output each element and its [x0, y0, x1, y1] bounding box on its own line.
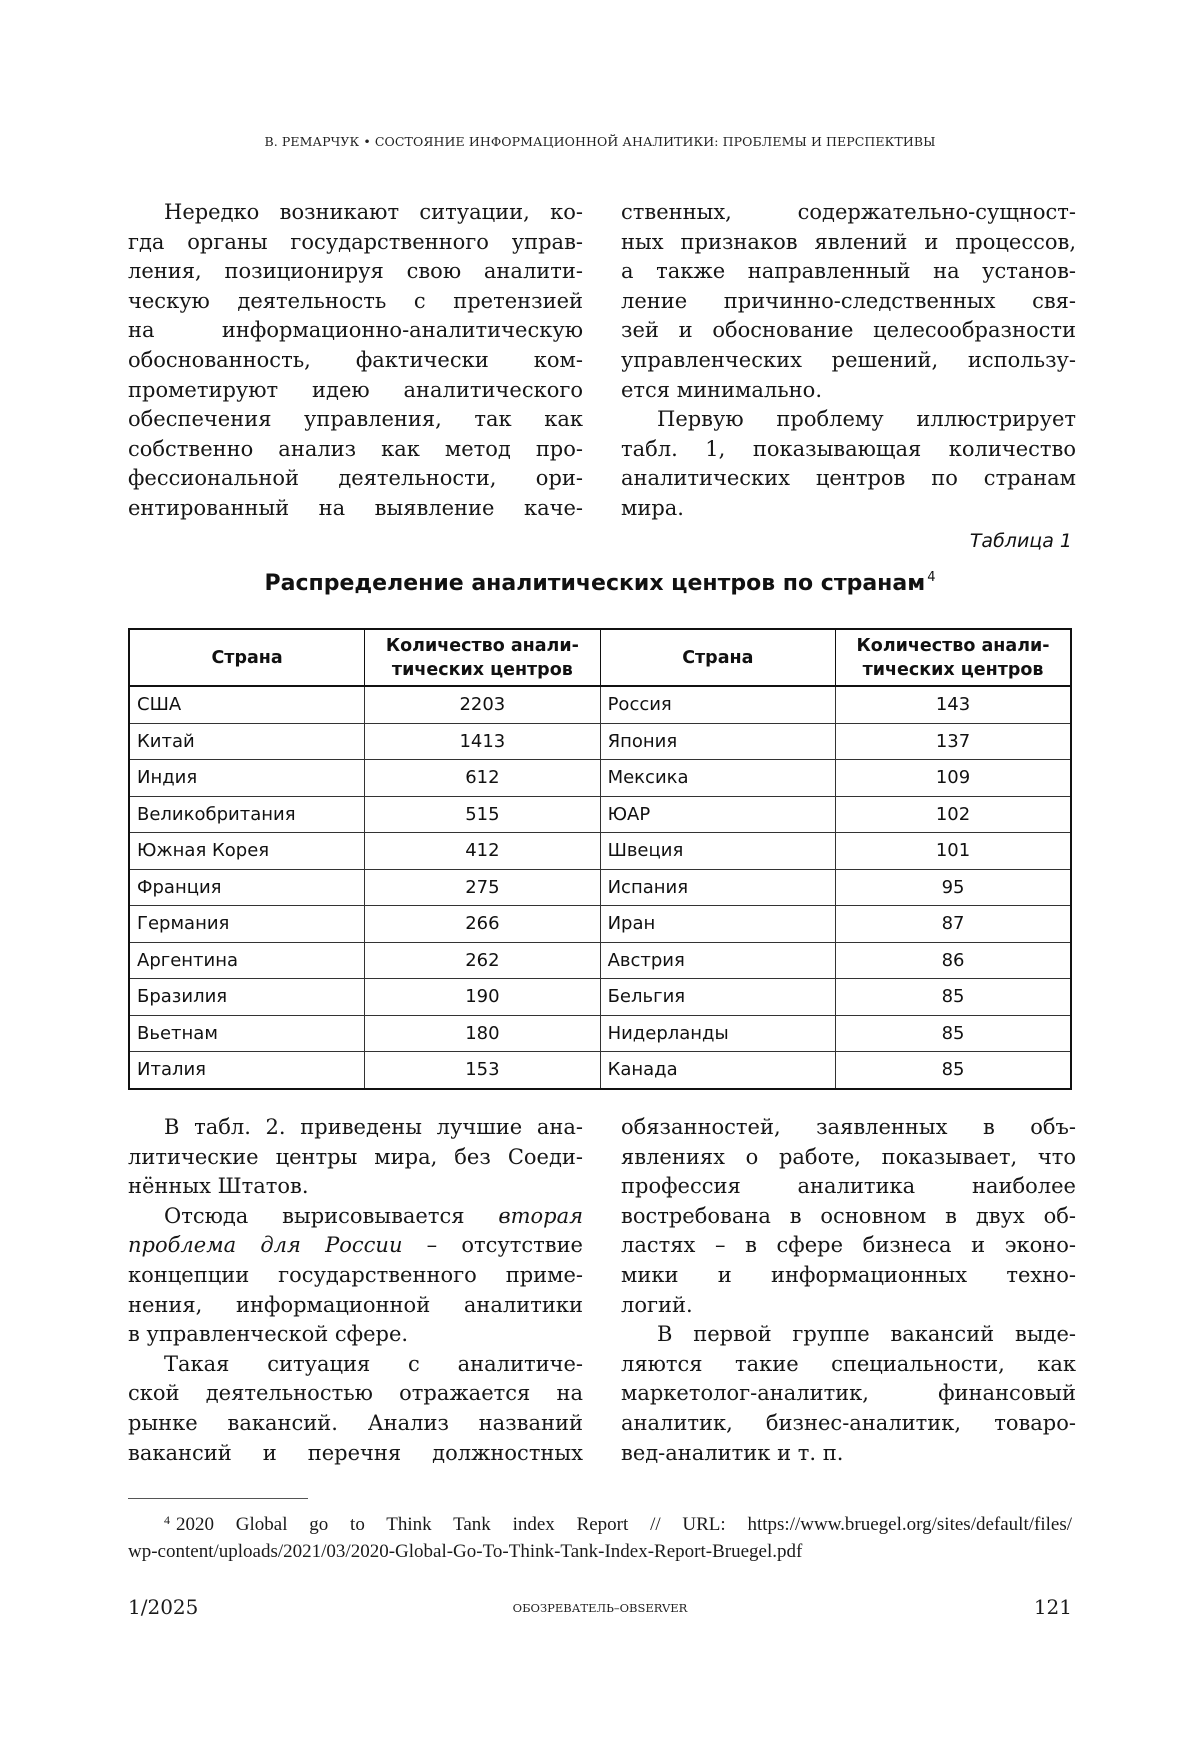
text-line [621, 198, 1076, 228]
emphasis: проблема для России [128, 1233, 403, 1258]
text-line-content: прометируют идею аналитического [128, 377, 583, 402]
table-row [129, 760, 1071, 797]
count-cell: 137 [836, 723, 1071, 760]
text-line-content: Отсюда вырисовывается [164, 1203, 499, 1228]
issue-number: 1/2025 [128, 1595, 199, 1619]
text-line-content: логий. [621, 1292, 693, 1317]
text-line-content: вед-аналитик и т. п. [621, 1440, 844, 1465]
count-cell: 85 [836, 1052, 1071, 1089]
text-line [128, 1320, 583, 1350]
country-cell: Нидерланды [600, 1015, 835, 1052]
text-line [128, 287, 583, 317]
count-cell: 612 [365, 760, 600, 797]
text-line [621, 346, 1076, 376]
text-line [621, 1291, 1076, 1321]
text-line-content: собственно анализ как метод про- [128, 436, 583, 461]
text-line [128, 257, 583, 287]
text-line [621, 228, 1076, 258]
text-line-content: ется минимально. [621, 377, 822, 402]
text-line-content: зей и обоснование целесообразности [621, 318, 1076, 343]
country-cell: США [129, 686, 365, 723]
footnote-divider [128, 1498, 308, 1499]
footnote-text-1[interactable]: 2020 Global go to Think Tank index Report // URL: https://www.bruegel.org/sites/default/files/ [176, 1514, 1072, 1535]
table-row [129, 979, 1071, 1016]
text-line [128, 228, 583, 258]
country-cell: Южная Корея [129, 833, 365, 870]
country-cell: Швеция [600, 833, 835, 870]
country-cell: Канада [600, 1052, 835, 1089]
footnote-line-2[interactable]: wp-content/uploads/2021/03/2020-Global-Go-To-Think-Tank-Index-Report-Bruegel.pdf [128, 1541, 803, 1562]
journal-name: ОБОЗРЕВАТЕЛЬ–OBSERVER [512, 1601, 688, 1615]
country-cell: Германия [129, 906, 365, 943]
text-line-content: мики и информационных техно- [621, 1262, 1076, 1287]
table-row [129, 906, 1071, 943]
text-line-content: Нередко возникают ситуации, ко- [164, 200, 583, 224]
text-line [621, 257, 1076, 287]
text-line [128, 1291, 583, 1321]
top-left-column [128, 198, 583, 524]
bottom-left-column [128, 1113, 583, 1468]
text-line-content: аналитик, бизнес-аналитик, товаро- [621, 1410, 1076, 1435]
text-line [621, 1202, 1076, 1232]
country-cell: Австрия [600, 942, 835, 979]
count-cell: 85 [836, 1015, 1071, 1052]
count-cell: 87 [836, 906, 1071, 943]
text-line [621, 1439, 1076, 1469]
text-line-content: рынке вакансий. Анализ названий [128, 1410, 583, 1435]
page-number: 121 [1033, 1595, 1072, 1619]
text-line [128, 346, 583, 376]
country-cell: Бельгия [600, 979, 835, 1016]
country-cell: Россия [600, 686, 835, 723]
text-line-content: В первой группе вакансий выде- [657, 1322, 1076, 1347]
count-cell: 262 [365, 942, 600, 979]
count-cell: 143 [836, 686, 1071, 723]
text-line [128, 464, 583, 494]
table-row [129, 833, 1071, 870]
table-label: Таблица 1 [969, 530, 1072, 552]
country-cell: Мексика [600, 760, 835, 797]
text-line-content: маркетолог-аналитик, финансовый [621, 1381, 1076, 1406]
text-line-content: на информационно-аналитическую [128, 318, 583, 343]
text-line-content: Первую проблему иллюстрирует [657, 407, 1076, 432]
country-cell: Бразилия [129, 979, 365, 1016]
text-line [128, 1439, 583, 1469]
country-cell: Япония [600, 723, 835, 760]
text-line [128, 1350, 583, 1380]
table-row [129, 686, 1071, 723]
text-line [128, 1409, 583, 1439]
bottom-right-column [621, 1113, 1076, 1468]
count-cell: 190 [365, 979, 600, 1016]
text-line-content: обеспечения управления, так как [128, 407, 583, 432]
text-line-content: обязанностей, заявленных в объ- [621, 1115, 1076, 1139]
table-row [129, 1052, 1071, 1089]
text-line [128, 1379, 583, 1409]
running-head: В. РЕМАРЧУК • СОСТОЯНИЕ ИНФОРМАЦИОННОЙ АНАЛИТИКИ: ПРОБЛЕМЫ И ПЕРСПЕКТИВЫ [264, 134, 936, 149]
text-line-content: в управленческой сфере. [128, 1322, 409, 1347]
text-line-content: обоснованность, фактически ком- [128, 347, 583, 372]
country-cell: Иран [600, 906, 835, 943]
text-line-content: востребована в основном в двух об- [621, 1203, 1076, 1228]
count-cell: 515 [365, 796, 600, 833]
text-line-content: ческую деятельность с претензией [128, 288, 583, 313]
text-line-content: литические центры мира, без Соеди- [128, 1144, 583, 1169]
emphasis: вторая [498, 1203, 583, 1228]
count-cell: 109 [836, 760, 1071, 797]
text-line [621, 494, 1076, 524]
text-line [621, 1350, 1076, 1380]
text-line [621, 1320, 1076, 1350]
text-line-content: нённых Штатов. [128, 1174, 309, 1199]
country-cell: Вьетнам [129, 1015, 365, 1052]
table-header-row [129, 629, 1071, 686]
text-line-content: нения, информационной аналитики [128, 1292, 583, 1317]
text-line [621, 1409, 1076, 1439]
footnote-line-1 [128, 1507, 1072, 1538]
text-line [621, 376, 1076, 406]
table-row [129, 942, 1071, 979]
text-line-content: ления, позиционируя свою аналити- [128, 259, 583, 284]
text-line [128, 376, 583, 406]
text-line [128, 198, 583, 228]
think-tank-table [128, 628, 1072, 1090]
text-line-content: профессия аналитика наиболее [621, 1174, 1076, 1199]
table-row [129, 1015, 1071, 1052]
text-line-content: табл. 1, показывающая количество [621, 436, 1076, 461]
table-title-text: Распределение аналитических центров по странам [264, 571, 926, 596]
text-line [128, 494, 583, 524]
text-line [621, 1113, 1076, 1143]
header-count-2: Количество анали-тических центров [836, 629, 1071, 686]
header-country-2: Страна [600, 629, 835, 686]
count-cell: 1413 [365, 723, 600, 760]
text-line-content: аналитических центров по странам [621, 466, 1076, 491]
header-count-1: Количество анали-тических центров [365, 629, 600, 686]
footnote-number: 4 [164, 1513, 170, 1527]
text-line [621, 316, 1076, 346]
count-cell: 275 [365, 869, 600, 906]
count-cell: 180 [365, 1015, 600, 1052]
text-line-content: фессиональной деятельности, ори- [128, 466, 583, 491]
table-row [129, 796, 1071, 833]
text-line-content: ской деятельностью отражается на [128, 1381, 583, 1406]
header-country-1: Страна [129, 629, 365, 686]
text-line [621, 1143, 1076, 1173]
text-line [621, 287, 1076, 317]
country-cell: Италия [129, 1052, 365, 1089]
text-line [128, 1231, 583, 1261]
text-line [621, 1261, 1076, 1291]
text-line [128, 435, 583, 465]
count-cell: 153 [365, 1052, 600, 1089]
text-line-content: вакансий и перечня должностных [128, 1440, 583, 1465]
country-cell: ЮАР [600, 796, 835, 833]
text-line [128, 1113, 583, 1143]
count-cell: 95 [836, 869, 1071, 906]
text-line [621, 464, 1076, 494]
text-line-content: мира. [621, 495, 684, 520]
text-line [621, 1172, 1076, 1202]
count-cell: 86 [836, 942, 1071, 979]
count-cell: 2203 [365, 686, 600, 723]
count-cell: 412 [365, 833, 600, 870]
text-line [621, 1231, 1076, 1261]
top-right-column [621, 198, 1076, 524]
count-cell: 266 [365, 906, 600, 943]
footnote [128, 1507, 1072, 1565]
count-cell: 85 [836, 979, 1071, 1016]
text-line-content: управленческих решений, использу- [621, 347, 1076, 372]
text-line [128, 405, 583, 435]
text-line [128, 1172, 583, 1202]
count-cell: 101 [836, 833, 1071, 870]
country-cell: Индия [129, 760, 365, 797]
count-cell: 102 [836, 796, 1071, 833]
text-line-content: ластях – в сфере бизнеса и эконо- [621, 1233, 1076, 1258]
table-title [0, 570, 1200, 596]
text-line-content: гда органы государственного управ- [128, 229, 583, 254]
text-line [128, 1202, 583, 1232]
country-cell: Китай [129, 723, 365, 760]
country-cell: Испания [600, 869, 835, 906]
text-line [621, 435, 1076, 465]
text-line-content: явлениях о работе, показывает, что [621, 1144, 1076, 1169]
country-cell: Аргентина [129, 942, 365, 979]
text-line-content: а также направленный на установ- [621, 259, 1076, 284]
text-line [128, 1261, 583, 1291]
text-line [621, 405, 1076, 435]
text-line-content: ление причинно-следственных свя- [621, 288, 1076, 313]
table-row [129, 723, 1071, 760]
text-line-content: Такая ситуация с аналитиче- [164, 1351, 583, 1376]
country-cell: Великобритания [129, 796, 365, 833]
text-line-content: ных признаков явлений и процессов, [621, 229, 1076, 254]
text-line-content: концепции государственного приме- [128, 1262, 583, 1287]
table-row [129, 869, 1071, 906]
country-cell: Франция [129, 869, 365, 906]
text-line [128, 1143, 583, 1173]
text-line-content: В табл. 2. приведены лучшие ана- [164, 1115, 583, 1139]
text-line [621, 1379, 1076, 1409]
text-line-content: ственных, содержательно-сущност- [621, 200, 1076, 224]
text-line-content: – отсутствие [402, 1233, 583, 1258]
text-line [128, 316, 583, 346]
text-line-content: ентированный на выявление каче- [128, 495, 583, 520]
footnote-ref[interactable]: 4 [927, 570, 936, 585]
text-line-content: ляются такие специальности, как [621, 1351, 1076, 1376]
